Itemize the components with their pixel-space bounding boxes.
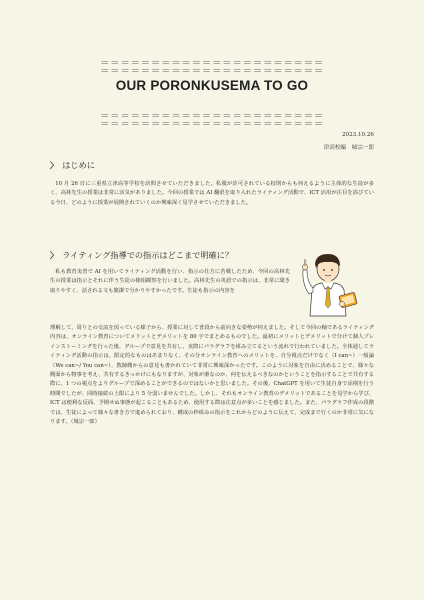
bottom-rule-2: ＝＝＝＝＝＝＝＝＝＝＝＝＝＝＝＝＝＝＝＝＝＝ (99, 119, 325, 130)
writing-lead-text: 私も教育実習で AI を用いてライティング活動を行い、指示の仕方に苦戦したため、今回の高林先生の授業は指示とそれに伴う生徒の様相観察を行いました。高林先生の英語での指示は、非常に聞き取りやすく、話される文も簡潔で分かりやすかったです。生徒も指示の内容を (50, 269, 290, 294)
date: 2023.10.26 (341, 132, 374, 138)
intro-text: 10 月 26 日に三重県立津高等学校を訪問させていただきました。私服が許可されている校則からも何えるように主体的な生徒が多く、高林先生の授業は非常に活気がありました。今回の授業では AI 翻訳を取り入れたライティング活動で、ICT 活用が注目を浴びている今日、どのように授業が展開されていくのか興味深く見学させていただきました。 (50, 181, 374, 206)
page-title: OUR PORONKUSEMA TO GO (115, 78, 309, 93)
writing-paragraph-body (50, 324, 374, 427)
section-heading-text: はじめに (62, 160, 95, 170)
section-heading-writing (50, 250, 233, 261)
teacher-with-tablet-illustration (294, 250, 364, 320)
chevron-right-icon: 〉 (50, 160, 59, 170)
bottom-rule-1: ＝＝＝＝＝＝＝＝＝＝＝＝＝＝＝＝＝＝＝＝＝＝ (99, 111, 325, 122)
writing-paragraph-lead (50, 268, 290, 296)
top-rule-1: ＝＝＝＝＝＝＝＝＝＝＝＝＝＝＝＝＝＝＝＝＝＝ (99, 58, 325, 69)
section-heading-intro (50, 160, 95, 171)
author: 津高校編 城宗一郎 (323, 145, 374, 151)
intro-paragraph (50, 180, 374, 208)
writing-body-text: 理解して、周りとの交流を図っている様子から、授業に対して普段から前向きな姿勢が伺えました。そして今回の軸であるライティング内容は、オンライン教育についてメリットとデメリットを 80 字でまとめるものでした。最初にメリットとデメリットで分けて個人ブレインストーミングを行った後、グループで意見を共有し、実際にパラグラフを組み立てるという流れで行われていました。全体通してライティング活動の指示は、限定的なものはあまりなく、その分オンライン教育へのメリットを、自分視点だけでなく（I can~）一般論（We can~/ You can~）、教師側からの意見も書かれていて非常に興味深かったです。このように対象を自由に決めることで、様々な側面から物事を考え、共有するきっかけにもなりますが、対象が誰なのか、何を伝えるべきなのかということを指示することで共有する際に、1 つの視点をよりグループで深めることができるのではないかと思いました。その後、ChatGPT を用いて生徒自身で添削を行う時間でしたが、同時接続の上限により 5 分弱いませんでした。しかし、それもオンライン教育のデメリットであることを見学から学び、ICT は便利な反面、予期せぬ事態が起こることもあるため、使用する際は注意点が多いことを感じました。また、パラグラフ作成の段階では、生徒によって様々な書き方で進められており、構成の枠組みの指示をこれからどのように伝えて、完成まで行くのか非常に気になります。（城宗一郎） (50, 325, 374, 426)
top-rule-2: ＝＝＝＝＝＝＝＝＝＝＝＝＝＝＝＝＝＝＝＝＝＝ (99, 66, 325, 77)
section-heading-text: ライティング指導での指示はどこまで明確に？ (62, 250, 234, 260)
chevron-right-icon: 〉 (50, 250, 59, 260)
